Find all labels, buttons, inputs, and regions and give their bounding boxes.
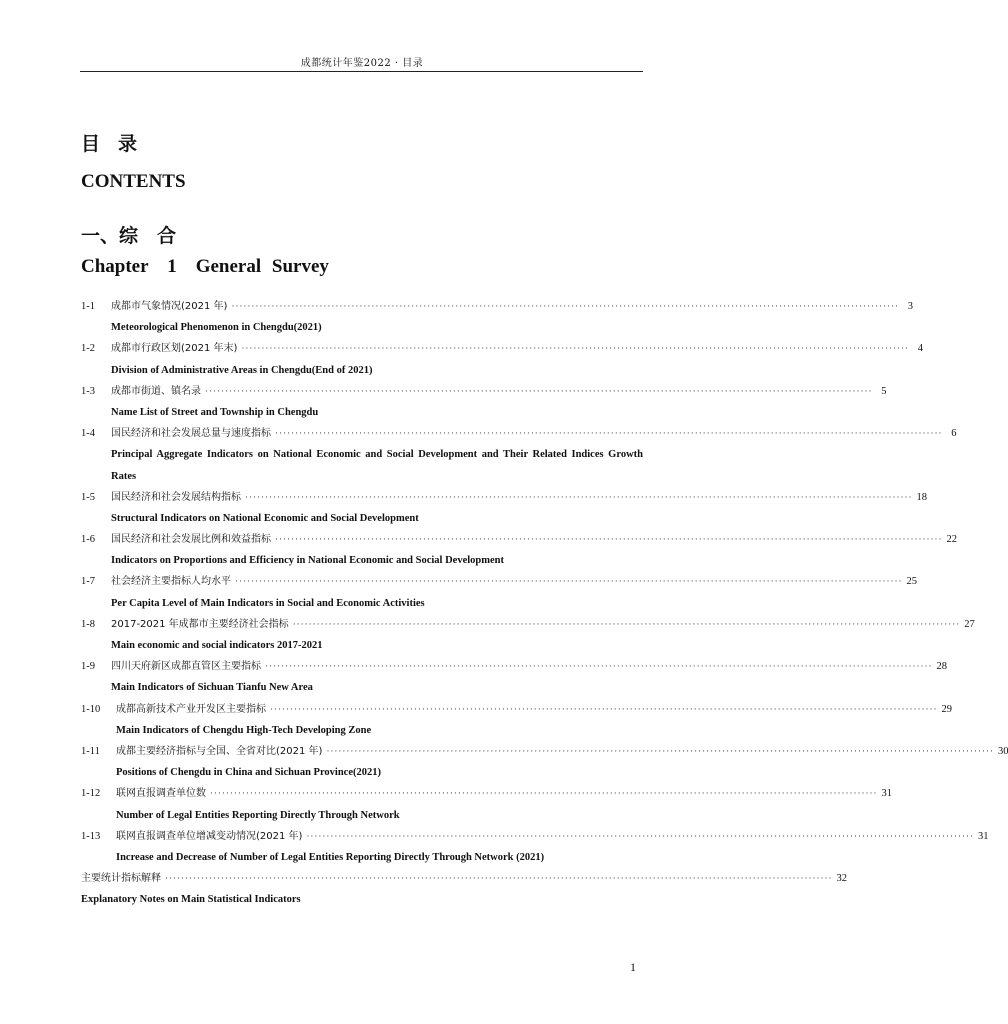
toc-entry[interactable] (81, 826, 989, 847)
toc-title-en: Structural Indicators on National Economic and Social Development (111, 512, 419, 524)
toc-entry[interactable] (81, 571, 918, 592)
dot-leader: ······································································································································································· (270, 703, 938, 714)
toc-entry[interactable] (81, 338, 923, 359)
toc-number: 1-6 (81, 534, 95, 546)
toc-page: 22 (946, 534, 958, 546)
toc-number: 1-11 (81, 745, 100, 757)
header-rule (80, 71, 643, 72)
toc-title-en: Indicators on Proportions and Efficiency in National Economic and Social Development (111, 555, 504, 567)
toc-number: 1-9 (81, 661, 95, 673)
page-number: 1 (630, 960, 636, 974)
toc-title-cn: 成都市街道、镇名录 (111, 385, 201, 397)
dot-leader: ······································································································································································· (306, 830, 974, 841)
toc-title-en: Name List of Street and Township in Chengdu (111, 406, 319, 418)
toc-title-cn: 国民经济和社会发展比例和效益指标 (111, 534, 271, 546)
dot-leader: ······································································································································································· (205, 385, 873, 396)
toc-entry[interactable] (81, 741, 1008, 762)
toc-number: 1-4 (81, 428, 95, 440)
dot-leader: ······································································································································································· (241, 343, 909, 354)
toc-title-cn: 社会经济主要指标人均水平 (111, 576, 231, 588)
contents-title-cn-first: 目 (81, 133, 101, 155)
dot-leader: ······································································································································································· (210, 788, 878, 799)
toc-entry[interactable] (81, 381, 887, 402)
contents-title-cn-second: 录 (118, 133, 138, 155)
toc-title-en: Explanatory Notes on Main Statistical Indicators (81, 894, 301, 906)
toc-title-en: Division of Administrative Areas in Chengdu(End of 2021) (111, 364, 373, 376)
toc-entry[interactable] (81, 529, 958, 550)
toc-page: 27 (964, 618, 975, 630)
dot-leader: ······································································································································································· (275, 428, 943, 439)
toc-number: 1-7 (81, 576, 95, 588)
toc-number: 1-1 (81, 301, 95, 312)
toc-number: 1-12 (81, 788, 101, 800)
toc-title-en: Main Indicators of Sichuan Tianfu New Area (111, 682, 313, 694)
toc-page: 25 (906, 576, 918, 588)
toc-page: 3 (907, 301, 913, 312)
table-of-contents (81, 296, 1008, 910)
toc-page: 32 (836, 873, 848, 885)
dot-leader: ······································································································································································· (292, 618, 961, 629)
toc-title-en: Main economic and social indicators 2017-2021 (111, 640, 323, 652)
toc-page: 29 (941, 703, 953, 715)
toc-title-en: Positions of Chengdu in China and Sichuan Province(2021) (116, 767, 381, 779)
toc-title-en: Main Indicators of Chengdu High-Tech Developing Zone (116, 724, 372, 736)
toc-page: 6 (951, 428, 957, 440)
toc-number: 1-10 (81, 703, 101, 715)
toc-entry[interactable] (81, 699, 953, 720)
chapter-title-en: Chapter 1 General Survey (81, 256, 329, 277)
toc-title-cn: 国民经济和社会发展结构指标 (111, 491, 241, 503)
toc-page: 18 (916, 491, 928, 503)
dot-leader: ······································································································································································· (265, 661, 933, 672)
toc-title-cn: 成都主要经济指标与全国、全省对比(2021 年) (116, 745, 323, 757)
dot-leader: ······································································································································································· (245, 491, 913, 502)
toc-title-cn: 成都市气象情况(2021 年) (111, 301, 228, 312)
toc-title-cn: 联网直报调查单位数 (116, 788, 206, 800)
toc-page: 31 (977, 830, 989, 842)
toc-title-cn: 2017-2021 年成都市主要经济社会指标 (111, 618, 289, 630)
dot-leader: ······································································································································································· (235, 576, 903, 587)
toc-page: 28 (936, 661, 948, 673)
toc-title-en: Number of Legal Entities Reporting Directly Through Network (116, 809, 400, 821)
toc-entry[interactable] (81, 656, 948, 677)
toc-title-cn: 主要统计指标解释 (81, 873, 161, 885)
contents-title-en: CONTENTS (81, 171, 186, 192)
running-header: 成都统计年鉴2022 · 目录 (300, 58, 424, 69)
toc-entry[interactable] (81, 868, 848, 889)
toc-page: 4 (917, 343, 923, 355)
toc-title-en: Principal Aggregate Indicators on National Economic and Social Development and Their Related Indices Growth Rates (111, 449, 643, 482)
contents-title-cn (81, 129, 137, 156)
dot-leader: ······································································································································································· (231, 301, 899, 311)
toc-number: 1-13 (81, 830, 101, 842)
toc-entry[interactable] (81, 614, 975, 635)
dot-leader: ······································································································································································· (275, 534, 943, 545)
toc-title-en: Increase and Decrease of Number of Legal Entities Reporting Directly Through Network (2021) (116, 851, 545, 863)
toc-entry[interactable] (81, 296, 913, 317)
toc-page: 5 (881, 385, 887, 397)
dot-leader: ······································································································································································· (326, 745, 994, 756)
toc-number: 1-3 (81, 385, 95, 397)
toc-title-en: Meteorological Phenomenon in Chengdu(2021) (111, 322, 322, 334)
toc-entry[interactable] (81, 783, 893, 804)
toc-title-cn: 成都高新技术产业开发区主要指标 (116, 703, 266, 715)
toc-number: 1-5 (81, 491, 95, 503)
toc-page: 31 (881, 788, 893, 800)
toc-title-cn: 四川天府新区成都直管区主要指标 (111, 661, 261, 673)
toc-number: 1-2 (81, 343, 95, 355)
toc-number: 1-8 (81, 618, 95, 630)
toc-title-cn: 成都市行政区划(2021 年末) (111, 343, 238, 355)
toc-entry[interactable] (81, 487, 928, 508)
toc-title-cn: 联网直报调查单位增减变动情况(2021 年) (116, 830, 303, 842)
toc-page: 30 (997, 745, 1008, 757)
chapter-title-cn: 一、综 合 (81, 225, 177, 247)
dot-leader: ······································································································································································· (165, 873, 833, 884)
toc-title-en: Per Capita Level of Main Indicators in Social and Economic Activities (111, 597, 425, 609)
toc-title-cn: 国民经济和社会发展总量与速度指标 (111, 428, 271, 440)
toc-entry[interactable] (81, 423, 957, 444)
